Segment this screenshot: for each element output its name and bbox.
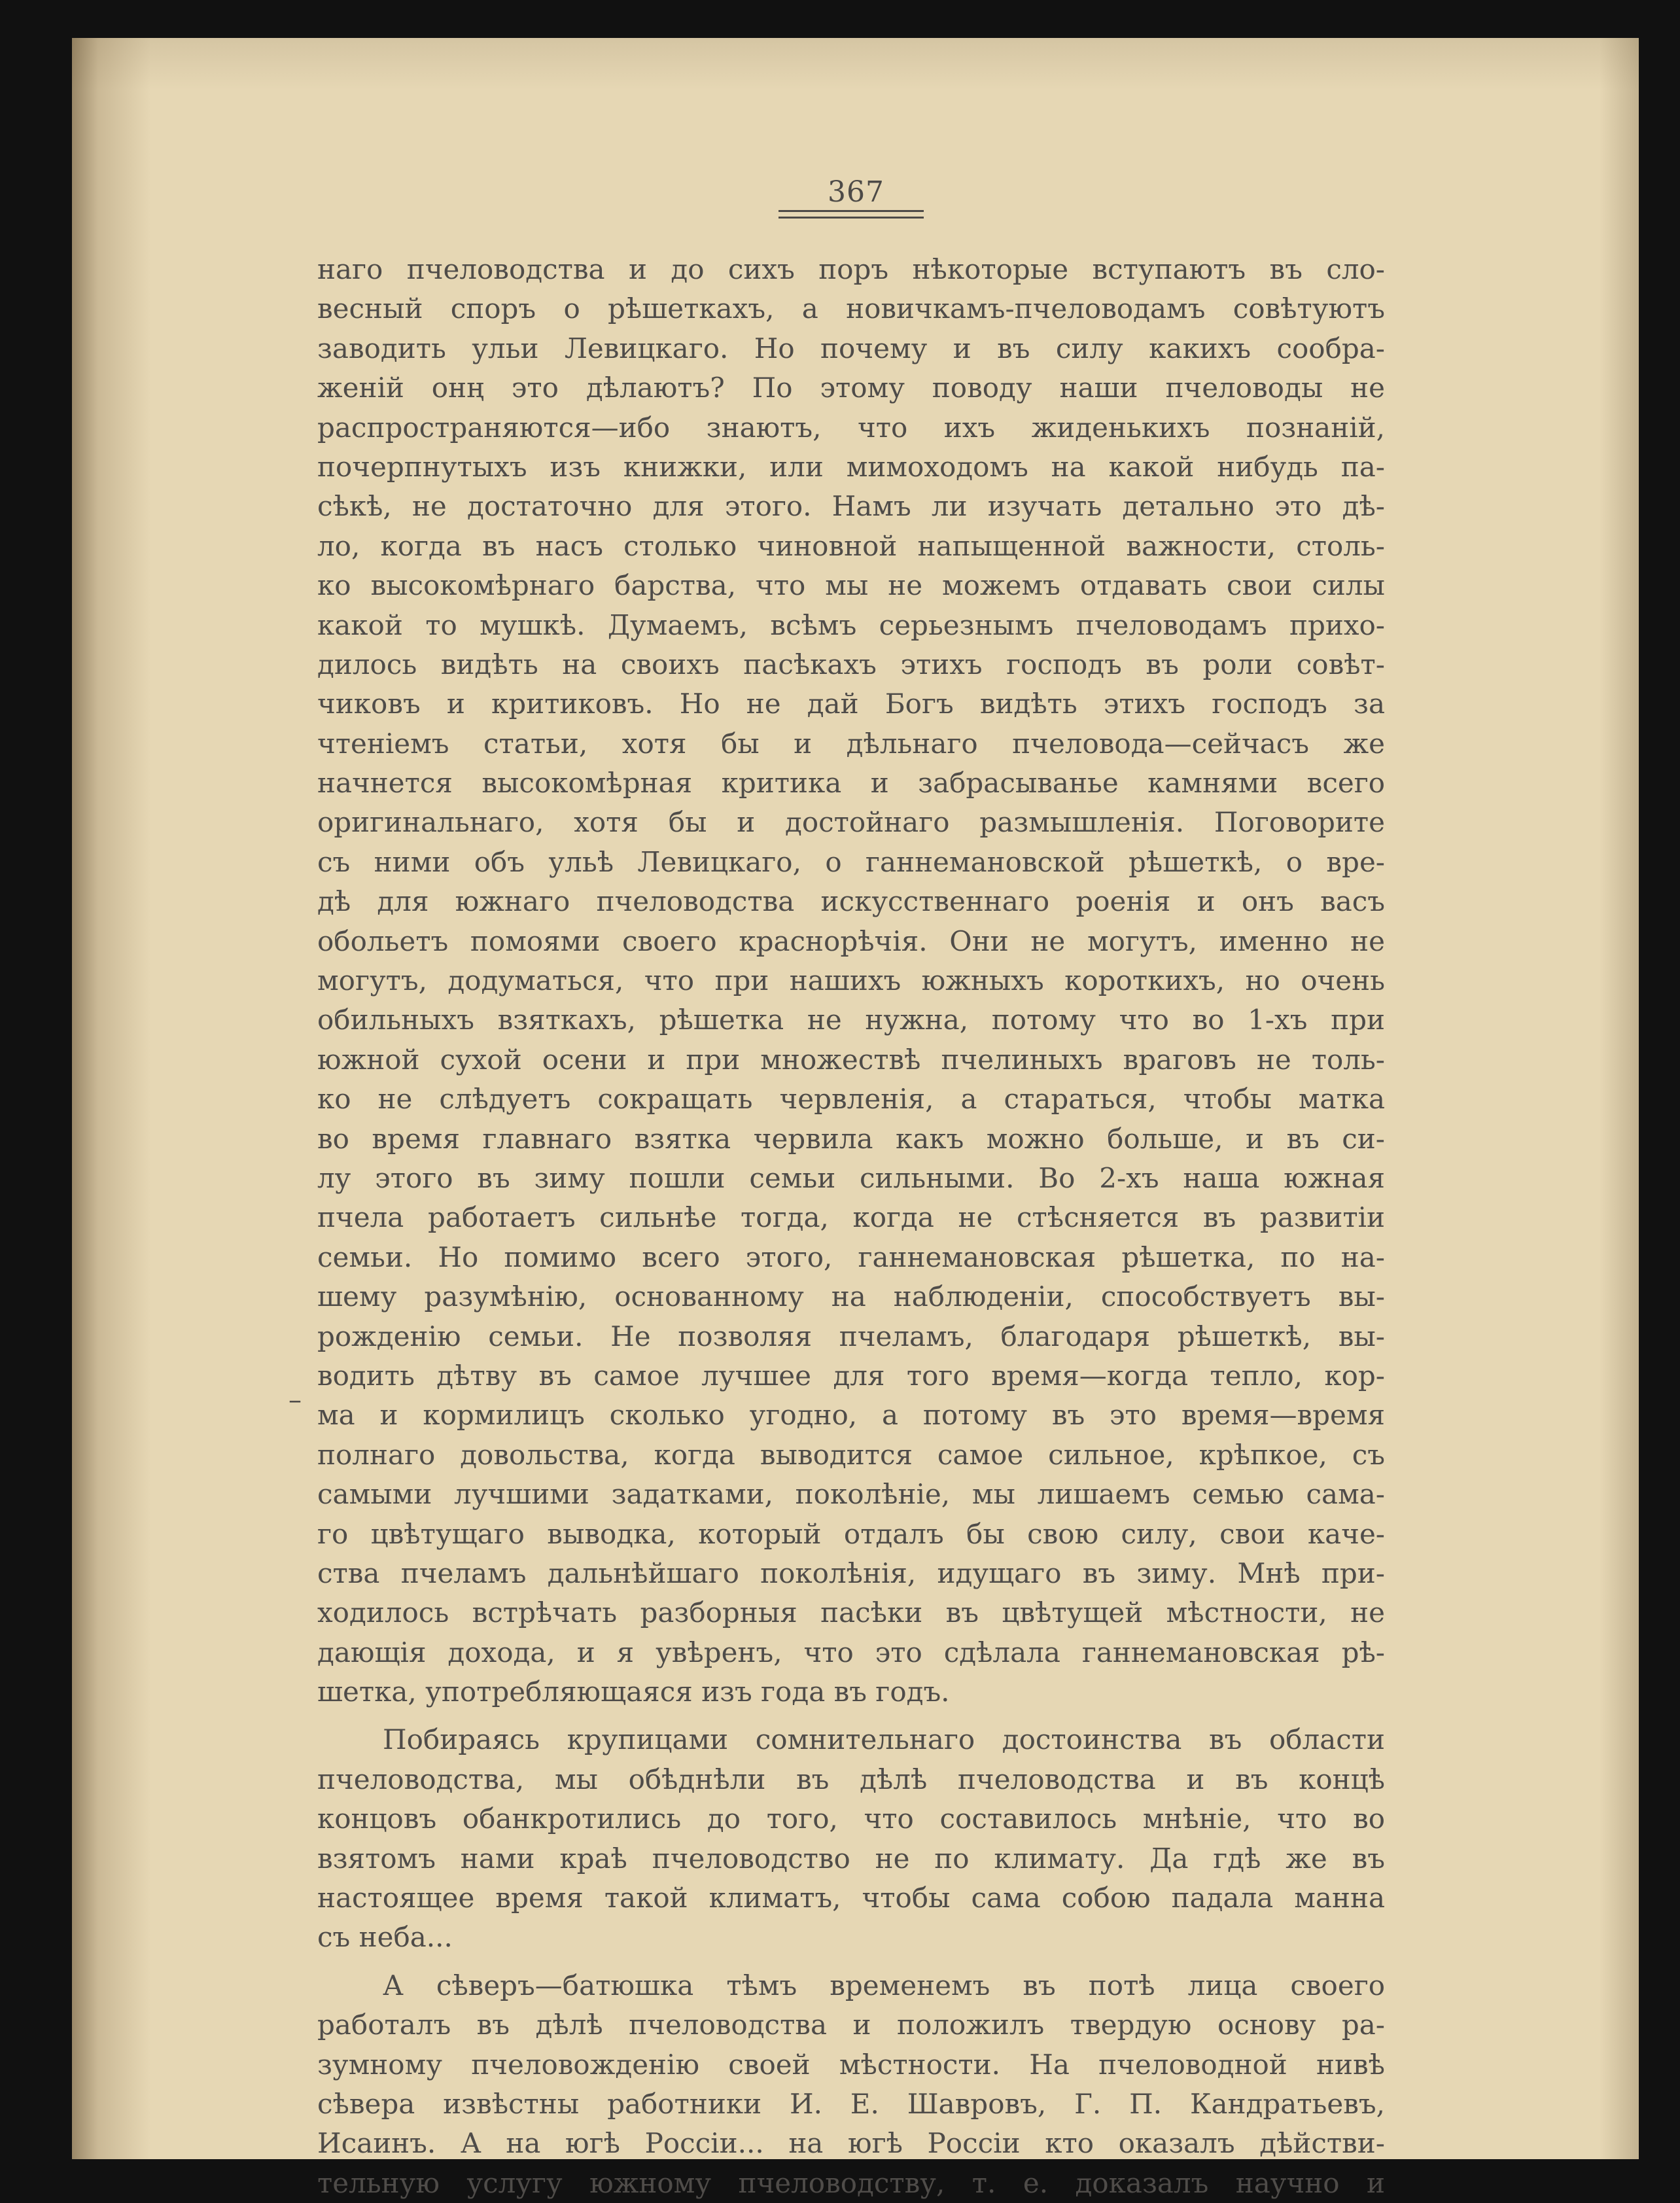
text-line: могутъ, додуматься, что при нашихъ южныхъ короткихъ, но очень — [317, 964, 1385, 997]
text-line: дающія дохода, и я увѣренъ, что это сдѣлала ганнемановская рѣ- — [317, 1636, 1385, 1668]
text-line: го цвѣтущаго выводка, который отдалъ бы свою силу, свои каче- — [317, 1517, 1385, 1550]
page-number: 367 — [828, 175, 884, 209]
text-line: чтеніемъ статьи, хотя бы и дѣльнаго пчеловода—сейчасъ же — [317, 727, 1385, 760]
text-line: Побираясь крупицами сомнительнаго достоинства въ области — [383, 1723, 1385, 1756]
text-line: шетка, употребляющаяся изъ года въ годъ. — [317, 1676, 950, 1708]
text-line: сѣкѣ, не достаточно для этого. Намъ ли изучать детально это дѣ- — [317, 490, 1385, 523]
text-line: во время главнаго взятка червила какъ можно больше, и въ си- — [317, 1122, 1385, 1155]
text-line: обольетъ помоями своего краснорѣчія. Они не могутъ, именно не — [317, 925, 1385, 957]
text-line: шему разумѣнію, основанному на наблюденіи, способствуетъ вы- — [317, 1280, 1385, 1313]
text-line: какой то мушкѣ. Думаемъ, всѣмъ серьезнымъ пчеловодамъ прихо- — [317, 608, 1385, 641]
text-line: ма и кормилицъ сколько угодно, а потому въ это время—время — [317, 1399, 1385, 1432]
text-line: ства пчеламъ дальнѣйшаго поколѣнія, идущаго въ зиму. Мнѣ при- — [317, 1557, 1385, 1589]
paragraph-1 — [317, 250, 1385, 1712]
text-line: ко не слѣдуетъ сокращать червленія, а стараться, чтобы матка — [317, 1083, 1385, 1116]
text-line: чиковъ и критиковъ. Но не дай Богъ видѣть этихъ господъ за — [317, 688, 1385, 720]
text-line: южной сухой осени и при множествѣ пчелиныхъ враговъ не толь- — [317, 1043, 1385, 1076]
text-line: сѣвера извѣстны работники И. Е. Шавровъ, Г. П. Кандратьевъ, — [317, 2087, 1385, 2120]
text-line: настоящее время такой климатъ, чтобы сама собою падала манна — [317, 1882, 1385, 1914]
text-line: начнется высокомѣрная критика и забрасыванье камнями всего — [317, 767, 1385, 800]
text-line: заводить ульи Левицкаго. Но почему и въ силу какихъ сообра- — [317, 332, 1385, 364]
text-line: съ неба... — [317, 1921, 453, 1954]
text-line: лу этого въ зиму пошли семьи сильными. Во 2-хъ наша южная — [317, 1161, 1385, 1194]
text-line: полнаго довольства, когда выводится самое сильное, крѣпкое, съ — [317, 1438, 1385, 1471]
text-line: обильныхъ взяткахъ, рѣшетка не нужна, потому что во 1-хъ при — [317, 1004, 1385, 1036]
text-line: семьи. Но помимо всего этого, ганнемановская рѣшетка, по на- — [317, 1241, 1385, 1273]
text-line: зумному пчеловожденію своей мѣстности. На пчеловодной нивѣ — [317, 2048, 1385, 2081]
text-line: самыми лучшими задатками, поколѣніе, мы лишаемъ семью сама- — [317, 1478, 1385, 1511]
paragraph-3 — [317, 1966, 1385, 2203]
text-line: весный споръ о рѣшеткахъ, а новичкамъ-пчеловодамъ совѣтуютъ — [317, 292, 1385, 325]
text-line: взятомъ нами краѣ пчеловодство не по климату. Да гдѣ же въ — [317, 1842, 1385, 1875]
header-rule-bottom — [779, 217, 924, 219]
text-line: дилось видѣть на своихъ пасѣкахъ этихъ господъ въ роли совѣт- — [317, 648, 1385, 680]
header-rule-top — [779, 210, 924, 212]
body-text — [317, 250, 1385, 2203]
text-line: оригинальнаго, хотя бы и достойнаго размышленія. Поговорите — [317, 806, 1385, 839]
text-line: наго пчеловодства и до сихъ поръ нѣкоторые вступаютъ въ сло- — [317, 253, 1385, 285]
text-line: пчеловодства, мы обѣднѣли въ дѣлѣ пчеловодства и въ концѣ — [317, 1763, 1385, 1795]
text-line: Исаинъ. А на югѣ Россіи... на югѣ Россіи кто оказалъ дѣйстви- — [317, 2127, 1385, 2160]
text-line: съ ними объ ульѣ Левицкаго, о ганнемановской рѣшеткѣ, о вре- — [317, 845, 1385, 878]
text-line: тельную услугу южному пчеловодству, т. е. доказалъ научно и — [317, 2166, 1385, 2199]
text-line: ходилось встрѣчать разборныя пасѣки въ цвѣтущей мѣстности, не — [317, 1596, 1385, 1629]
text-line: работалъ въ дѣлѣ пчеловодства и положилъ твердую основу ра- — [317, 2009, 1385, 2041]
text-line: почерпнутыхъ изъ книжки, или мимоходомъ на какой нибудь па- — [317, 450, 1385, 483]
text-line: пчела работаетъ сильнѣе тогда, когда не стѣсняется въ развитіи — [317, 1201, 1385, 1234]
text-line: водить дѣтву въ самое лучшее для того время—когда тепло, кор- — [317, 1359, 1385, 1392]
paragraph-2 — [317, 1720, 1385, 1957]
text-line: ко высокомѣрнаго барства, что мы не можемъ отдавать свои силы — [317, 569, 1385, 602]
text-line: рожденію семьи. Не позволяя пчеламъ, благодаря рѣшеткѣ, вы- — [317, 1320, 1385, 1352]
text-line: ло, когда въ насъ столько чиновной напыщенной важности, столь- — [317, 529, 1385, 562]
text-line: концовъ обанкротились до того, что составилось мнѣніе, что во — [317, 1803, 1385, 1835]
text-line: распространяются—ибо знаютъ, что ихъ жиденькихъ познаній, — [317, 411, 1385, 444]
text-line: дѣ для южнаго пчеловодства искусственнаго роенія и онъ васъ — [317, 885, 1385, 918]
text-line: А сѣверъ—батюшка тѣмъ временемъ въ потѣ лица своего — [383, 1969, 1385, 2001]
margin-mark: – — [289, 1385, 302, 1415]
text-line: женій онң это дѣлаютъ? По этому поводу наши пчеловоды не — [317, 372, 1385, 404]
